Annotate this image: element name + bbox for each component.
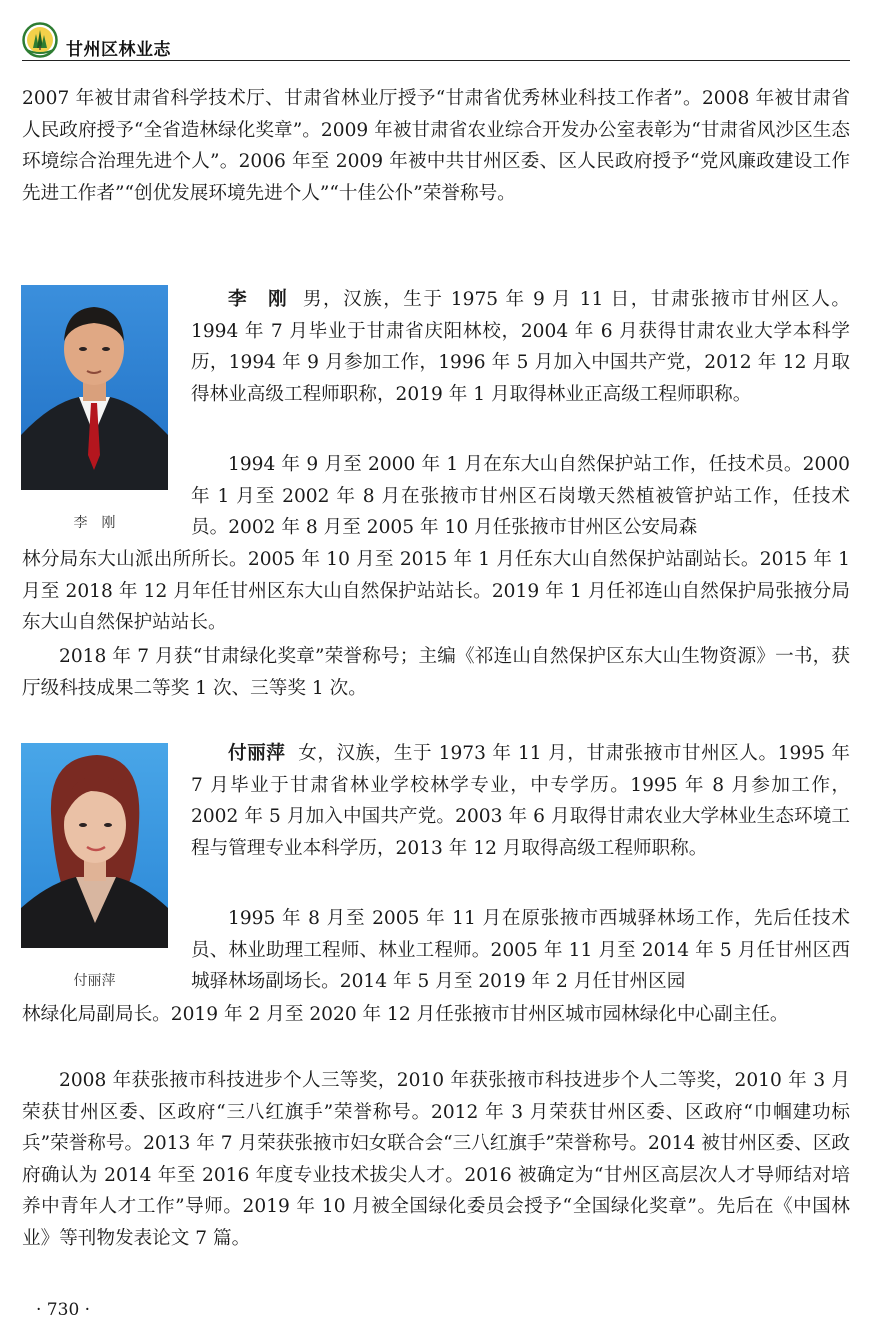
page-number: · 730 · bbox=[36, 1300, 91, 1320]
bio-text-fu-liping: 女，汉族，生于 1973 年 11 月，甘肃张掖市甘州区人。1995 年 7 月毕业于甘肃省林业学校林学专业，中专学历。1995 年 8 月参加工作，2002 年 5 月加入中国共产党。2003 年 6 月取得甘肃农业大学林业生态环境工程与管理专业本科学历，2013 年 12 月取得高级工程师职称。 bbox=[191, 743, 850, 859]
person-name-li-gang: 李 刚 bbox=[228, 289, 289, 310]
book-title: 甘州区林业志 bbox=[66, 40, 171, 60]
person-name-fu-liping: 付丽萍 bbox=[228, 743, 286, 764]
photo-caption-li-gang: 李 刚 bbox=[73, 515, 116, 531]
forestry-logo-icon bbox=[22, 22, 58, 58]
portrait-fu-liping bbox=[21, 743, 168, 948]
bio-text-li-gang: 男，汉族，生于 1975 年 9 月 11 日，甘肃张掖市甘州区人。1994 年 7 月毕业于甘肃省庆阳林校，2004 年 6 月获得甘肃农业大学本科学历，1994 年 9 月参加工作，1996 年 5 月加入中国共产党，2012 年 12 月取得林业高级工程师职称，2019 年 1 月取得林业正高级工程师职称。 bbox=[191, 289, 850, 405]
intro-paragraph: 2007 年被甘肃省科学技术厅、甘肃省林业厅授予“甘肃省优秀林业科技工作者”。2008 年被甘肃省人民政府授予“全省造林绿化奖章”。2009 年被甘肃省农业综合开发办公室表彰为“甘肃省风沙区生态环境综合治理先进个人”。2006 年至 2009 年被中共甘州区委、区人民政府授予“党风廉政建设工作先进工作者”“创优发展环境先进个人”“十佳公仆”荣誉称号。 bbox=[22, 88, 850, 204]
career-fu-liping-part1: 1995 年 8 月至 2005 年 11 月在原张掖市西城驿林场工作，先后任技术员、林业助理工程师、林业工程师。2005 年 11 月至 2014 年 5 月任甘州区西城驿林场副场长。2014 年 5 月至 2019 年 2 月任甘州区园 bbox=[191, 908, 850, 992]
career-li-gang-part1: 1994 年 9 月至 2000 年 1 月在东大山自然保护站工作，任技术员。2000 年 1 月至 2002 年 8 月在张掖市甘州区石岗墩天然植被管护站工作，任技术员。2002 年 8 月至 2005 年 10 月任张掖市甘州区公安局森 bbox=[191, 454, 850, 538]
bio-fu-liping bbox=[191, 738, 850, 864]
honors-li-gang: 2018 年 7 月获“甘肃绿化奖章”荣誉称号；主编《祁连山自然保护区东大山生物资源》一书，获厅级科技成果二等奖 1 次、三等奖 1 次。 bbox=[22, 646, 850, 699]
career-fu-liping-part2: 林绿化局副局长。2019 年 2 月至 2020 年 12 月任张掖市甘州区城市园林绿化中心副主任。 bbox=[22, 1004, 789, 1025]
header-divider bbox=[22, 60, 850, 61]
photo-caption-fu-liping: 付丽萍 bbox=[73, 973, 116, 989]
career-li-gang-part2: 林分局东大山派出所所长。2005 年 10 月至 2015 年 1 月任东大山自然保护站副站长。2015 年 1 月至 2018 年 12 月年任甘州区东大山自然保护站站长。2019 年 1 月任祁连山自然保护局张掖分局东大山自然保护站站长。 bbox=[22, 549, 850, 633]
bio-li-gang bbox=[191, 284, 850, 410]
honors-fu-liping: 2008 年获张掖市科技进步个人三等奖，2010 年获张掖市科技进步个人二等奖，2010 年 3 月荣获甘州区委、区政府“三八红旗手”荣誉称号。2012 年 3 月荣获甘州区委、区政府“巾帼建功标兵”荣誉称号。2013 年 7 月荣获张掖市妇女联合会“三八红旗手”荣誉称号。2014 被甘州区委、区政府确认为 2014 年至 2016 年度专业技术拔尖人才。2016 被确定为“甘州区高层次人才导师结对培养中青年人才工作”导师。2019 年 10 月被全国绿化委员会授予“全国绿化奖章”。先后在《中国林业》等刊物发表论文 7 篇。 bbox=[22, 1070, 851, 1249]
portrait-li-gang bbox=[21, 285, 168, 490]
page-header bbox=[22, 22, 850, 62]
